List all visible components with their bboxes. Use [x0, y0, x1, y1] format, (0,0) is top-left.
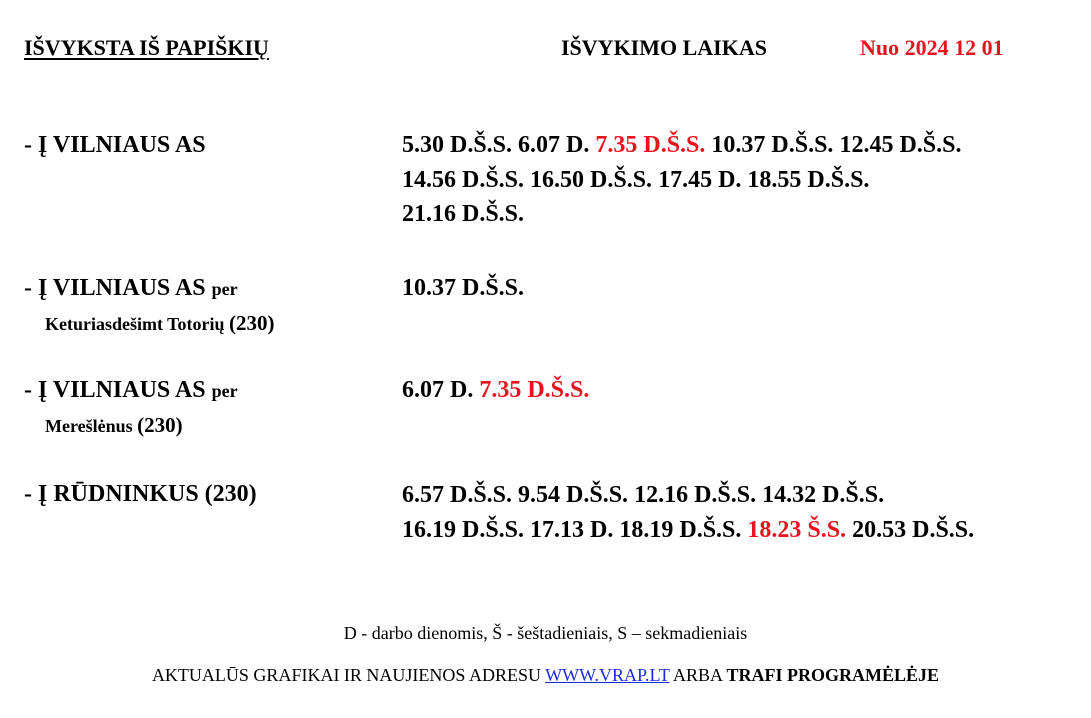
time-entry: 17.45 D.: [658, 166, 742, 193]
route-times-vilnius-via-mereslenus: [402, 373, 589, 408]
route-via-line: [45, 312, 275, 335]
route-name-vilnius-via-mereslenus: [24, 376, 238, 405]
footer-prefix: AKTUALŪS GRAFIKAI IR NAUJIENOS ADRESU: [151, 665, 541, 685]
route-label: - Į RŪDNINKUS (230): [24, 481, 257, 507]
times-line: [402, 271, 524, 306]
times-line: [402, 513, 974, 548]
times-line: [402, 478, 974, 513]
time-entry: 12.16 D.Š.S.: [634, 482, 757, 508]
times-line: [402, 163, 961, 198]
times-line: [402, 373, 589, 408]
times-line: [402, 197, 961, 232]
time-entry: 18.55 D.Š.S.: [747, 166, 870, 193]
time-entry: 14.32 D.Š.S.: [762, 482, 885, 508]
page-title: IŠVYKSTA IŠ PAPIŠKIŲ: [24, 35, 269, 60]
footer-middle: ARBA: [673, 665, 723, 685]
time-entry: 20.53 D.Š.S.: [852, 516, 975, 543]
route-times-vilnius: [402, 128, 961, 232]
route-via-number: (230): [137, 413, 183, 437]
valid-from-date: Nuo 2024 12 01: [860, 35, 1004, 60]
route-name-vilnius-via-totoriu: [24, 274, 238, 303]
time-entry: 17.13 D.: [530, 516, 614, 543]
route-via-place: Merešlėnus: [45, 416, 133, 436]
route-via-line: [45, 414, 183, 437]
route-name-rudninkus: [24, 480, 257, 508]
website-link[interactable]: WWW.VRAP.LT: [545, 665, 670, 685]
time-entry: 16.19 D.Š.S.: [402, 516, 525, 543]
time-entry: 10.37 D.Š.S.: [402, 275, 525, 301]
route-label: - Į VILNIAUS AS: [24, 132, 206, 158]
departure-time-heading: IŠVYKIMO LAIKAS: [561, 35, 767, 60]
route-name-vilnius: [24, 131, 206, 159]
time-entry: 6.57 D.Š.S.: [402, 482, 513, 508]
time-entry-highlighted: 7.35 D.Š.S.: [595, 132, 706, 158]
route-via-place: Keturiasdešimt Totorių: [45, 314, 225, 334]
route-times-rudninkus: [402, 478, 974, 547]
time-entry: 5.30 D.Š.S.: [402, 132, 513, 158]
time-entry: 12.45 D.Š.S.: [839, 132, 962, 158]
route-via-word: per: [211, 381, 238, 401]
time-entry: 9.54 D.Š.S.: [518, 482, 629, 508]
time-entry: 10.37 D.Š.S.: [711, 132, 834, 158]
time-entry-highlighted: 18.23 Š.S.: [747, 516, 847, 543]
time-entry-highlighted: 7.35 D.Š.S.: [479, 377, 590, 403]
footer-note: [0, 664, 1091, 686]
time-entry: 14.56 D.Š.S.: [402, 166, 525, 193]
time-entry: 6.07 D.: [402, 377, 474, 403]
route-label: - Į VILNIAUS AS: [24, 275, 206, 301]
route-times-vilnius-via-totoriu: [402, 271, 524, 306]
route-via-number: (230): [229, 311, 275, 335]
route-label: - Į VILNIAUS AS: [24, 377, 206, 403]
time-entry: 6.07 D.: [518, 132, 590, 158]
time-entry: 18.19 D.Š.S.: [619, 516, 742, 543]
footer-app-name: TRAFI PROGRAMĖLĖJE: [726, 665, 940, 685]
times-line: [402, 128, 961, 163]
route-via-word: per: [211, 279, 238, 299]
legend-text: D - darbo dienomis, Š - šeštadieniais, S – sekmadieniais: [343, 623, 748, 643]
time-entry: 21.16 D.Š.S.: [402, 201, 525, 227]
time-entry: 16.50 D.Š.S.: [530, 166, 653, 193]
